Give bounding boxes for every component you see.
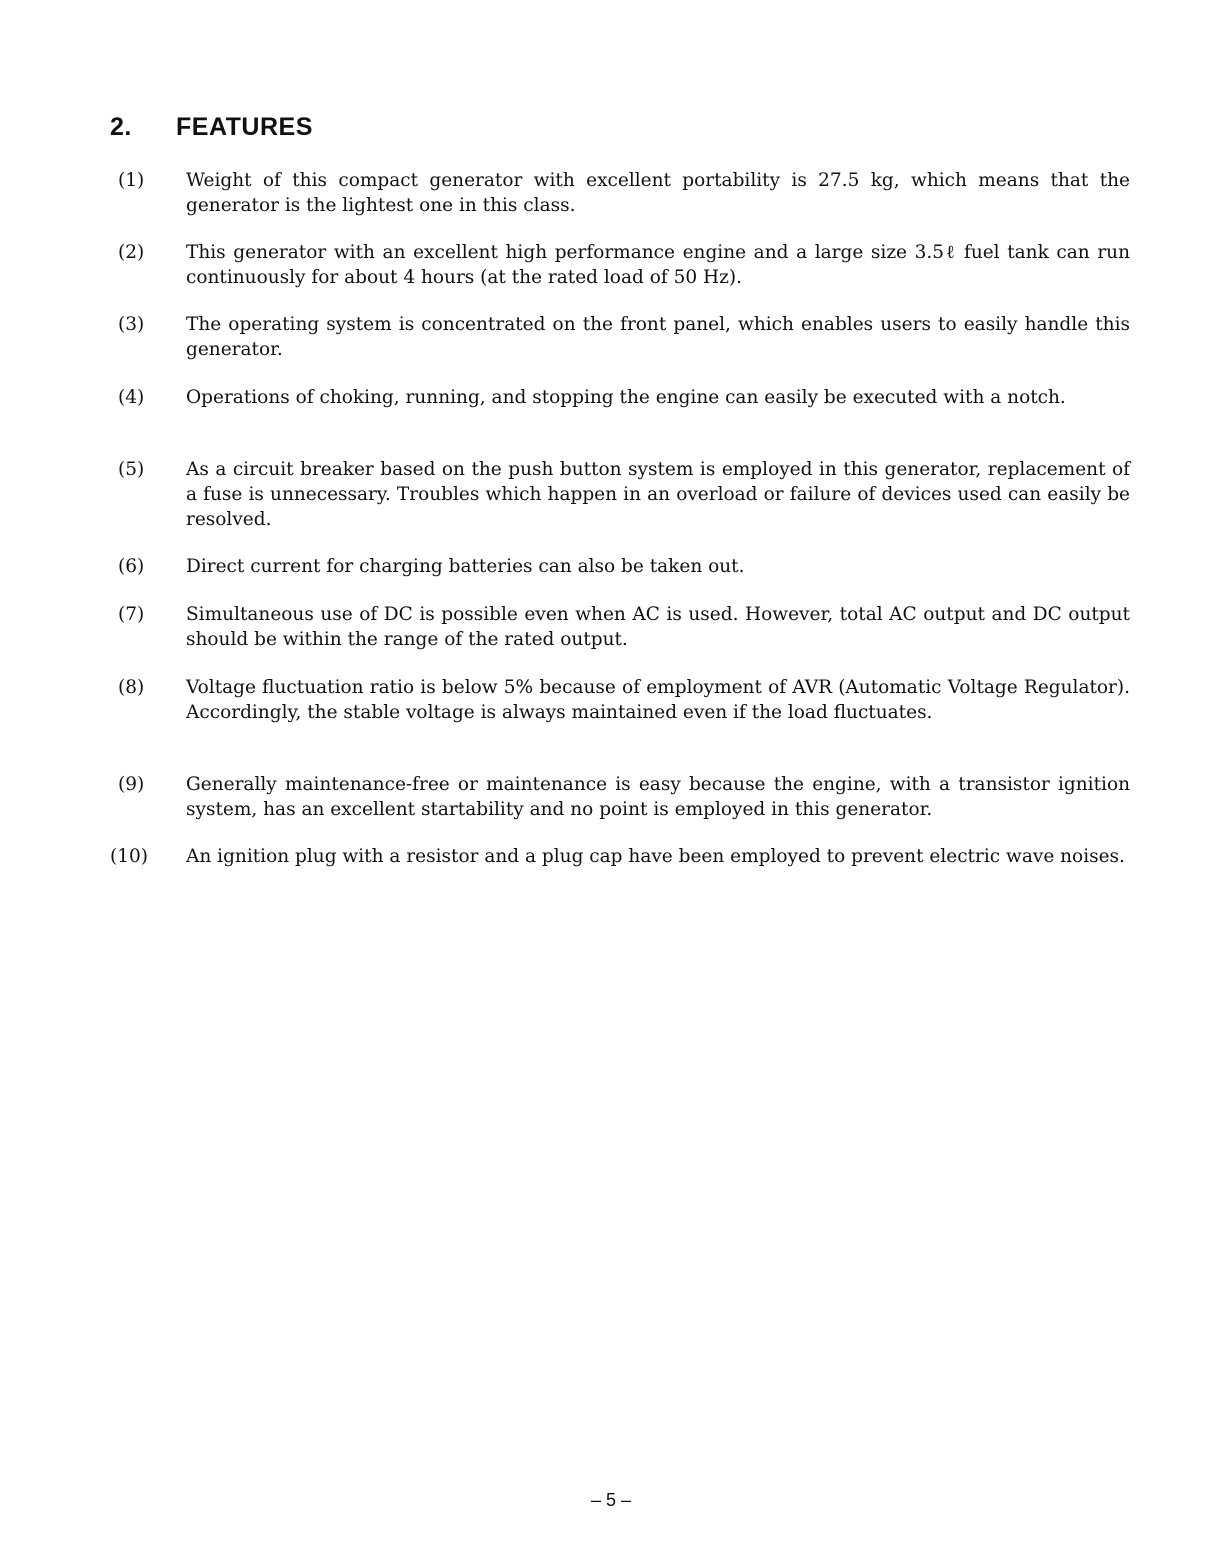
item-text: This generator with an excellent high performance engine and a large size 3.5ℓ fuel tank can run continuously for about 4 hours (at the rated load of 50 Hz).	[186, 242, 1130, 288]
feature-item	[110, 772, 1130, 822]
item-number: (10)	[110, 846, 148, 867]
section-heading	[110, 113, 313, 142]
feature-item	[110, 168, 1130, 218]
item-number: (8)	[118, 677, 145, 698]
item-number: (5)	[118, 459, 145, 480]
item-text: Generally maintenance-free or maintenance is easy because the engine, with a transistor ignition system, has an excellent startability and no point is employed in this generator.	[186, 774, 1130, 820]
item-number: (3)	[118, 314, 145, 335]
feature-item	[110, 240, 1130, 290]
feature-item	[110, 312, 1130, 362]
feature-item	[110, 457, 1130, 532]
item-text: An ignition plug with a resistor and a plug cap have been employed to prevent electric wave noises.	[186, 846, 1125, 867]
item-number: (1)	[118, 170, 145, 191]
item-text: The operating system is concentrated on the front panel, which enables users to easily handle this generator.	[186, 314, 1130, 360]
item-text: Weight of this compact generator with excellent portability is 27.5 kg, which means that the generator is the lightest one in this class.	[186, 170, 1130, 216]
item-number: (6)	[118, 556, 145, 577]
page-number: – 5 –	[590, 1490, 632, 1510]
feature-item	[110, 675, 1130, 725]
item-text: Simultaneous use of DC is possible even when AC is used. However, total AC output and DC output should be within the range of the rated output.	[186, 604, 1130, 650]
feature-item	[110, 602, 1130, 652]
section-title: FEATURES	[176, 113, 313, 141]
item-text: Direct current for charging batteries can also be taken out.	[186, 556, 745, 577]
item-number: (9)	[118, 774, 145, 795]
item-text: Voltage fluctuation ratio is below 5% because of employment of AVR (Automatic Voltage Regulator). Accordingly, the stable voltage is always maintained even if the load fluctuates.	[186, 677, 1130, 723]
item-number: (4)	[118, 387, 145, 408]
item-number: (2)	[118, 242, 145, 263]
section-number: 2.	[110, 113, 132, 141]
feature-item	[110, 844, 1130, 869]
item-number: (7)	[118, 604, 145, 625]
feature-item	[110, 554, 1130, 579]
item-text: Operations of choking, running, and stopping the engine can easily be executed with a notch.	[186, 387, 1066, 408]
feature-item	[110, 385, 1130, 410]
item-text: As a circuit breaker based on the push button system is employed in this generator, replacement of a fuse is unnecessary. Troubles which happen in an overload or failure of devices used can easily be resolved.	[186, 459, 1130, 530]
